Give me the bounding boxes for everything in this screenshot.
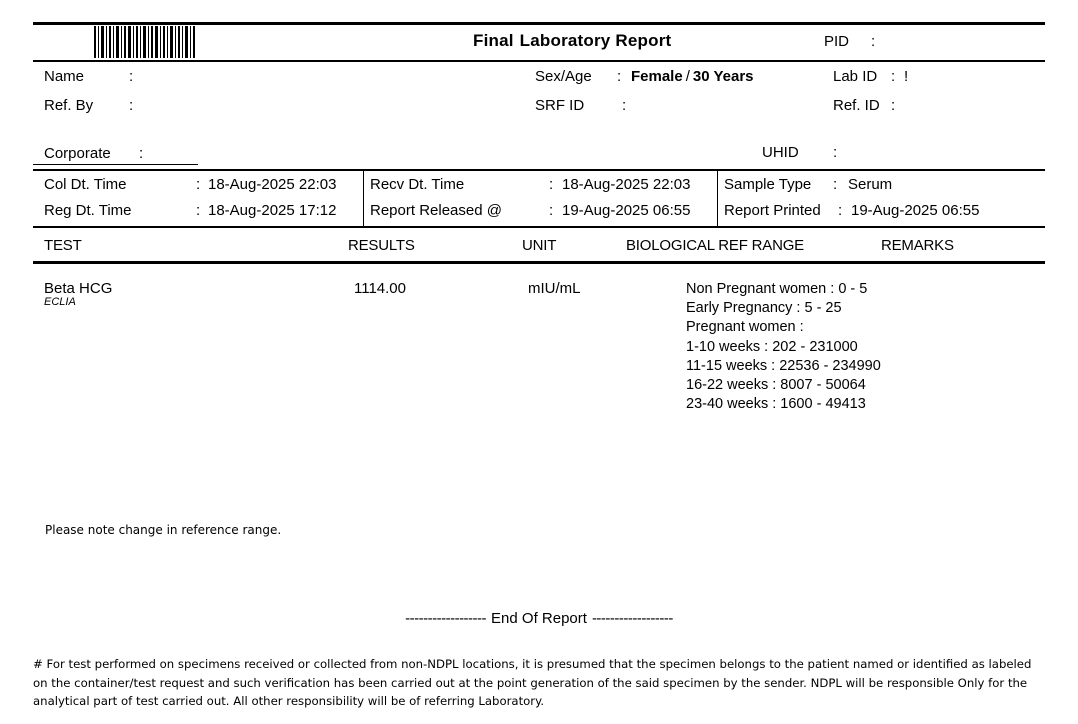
test-unit: mIU/mL bbox=[528, 280, 581, 297]
sexage-colon: : bbox=[617, 68, 622, 85]
ref-range-line: Non Pregnant women : 0 - 5 bbox=[686, 281, 868, 297]
test-name: Beta HCG bbox=[44, 280, 113, 297]
refid-label: Ref. ID bbox=[833, 97, 880, 114]
corporate-colon: : bbox=[139, 145, 144, 162]
ref-range-line: 11-15 weeks : 22536 - 234990 bbox=[686, 357, 881, 374]
colhead-unit: UNIT bbox=[522, 237, 557, 254]
sample-type-label: Sample Type bbox=[724, 176, 812, 193]
report-released-label: Report Released @ bbox=[370, 202, 502, 219]
test-reference-range bbox=[686, 280, 886, 414]
pid-colon: : bbox=[871, 33, 876, 50]
sex-value: Female bbox=[631, 68, 683, 85]
rule-above-datetime bbox=[33, 169, 1045, 171]
report-printed-label: Report Printed bbox=[724, 202, 821, 219]
test-result-value: 1114.00 bbox=[354, 280, 406, 297]
sexage-separator: / bbox=[685, 68, 690, 85]
end-of-report-dashes-right: ------------------ bbox=[591, 610, 673, 627]
refby-label: Ref. By bbox=[44, 97, 94, 114]
page-title bbox=[473, 31, 671, 51]
ref-range-line: 16-22 weeks : 8007 - 50064 bbox=[686, 377, 866, 394]
reg-dt-value: 18-Aug-2025 17:12 bbox=[208, 202, 337, 219]
rule-under-datetime bbox=[33, 226, 1045, 228]
footer-disclaimer: # For test performed on specimens received or collected from non-NDPL locations, it is presumed that the specimen belongs to the patient named or identified as labeled on the container/test request and such verification has been carried out at the point generation of the said specimen by the sender. NDPL will be responsible Only for the analytical part of test carried out. All other responsibility will be of referring Laboratory. bbox=[33, 657, 1032, 708]
age-value: 30 Years bbox=[692, 68, 754, 85]
datetime-divider-1 bbox=[363, 171, 364, 226]
end-of-report-dashes-left: ------------------ bbox=[405, 610, 487, 627]
recv-dt-value: 18-Aug-2025 22:03 bbox=[562, 176, 691, 193]
ref-range-line: Early Pregnancy : 5 - 25 bbox=[686, 300, 842, 317]
reg-dt-colon: : bbox=[196, 202, 201, 219]
sample-type-colon: : bbox=[833, 176, 838, 193]
end-of-report-text: End Of Report bbox=[491, 610, 587, 627]
report-printed-colon: : bbox=[838, 202, 843, 219]
colhead-results: RESULTS bbox=[348, 237, 415, 254]
reference-range-note: Please note change in reference range. bbox=[45, 523, 282, 537]
corporate-label: Corporate bbox=[44, 145, 111, 162]
labid-label: Lab ID bbox=[833, 68, 878, 85]
reg-dt-label: Reg Dt. Time bbox=[44, 202, 132, 219]
srfid-label: SRF ID bbox=[535, 97, 585, 114]
recv-dt-label: Recv Dt. Time bbox=[370, 176, 465, 193]
ref-range-line: 1-10 weeks : 202 - 231000 bbox=[686, 338, 858, 355]
report-released-colon: : bbox=[549, 202, 554, 219]
colhead-test: TEST bbox=[44, 237, 82, 254]
rule-under-colheads bbox=[33, 261, 1045, 264]
title-main: Laboratory Report bbox=[519, 31, 672, 50]
sample-type-value: Serum bbox=[848, 176, 893, 193]
title-prefix: Final bbox=[473, 31, 514, 50]
sexage-value bbox=[631, 68, 754, 85]
labid-colon: : bbox=[891, 68, 896, 85]
report-released-value: 19-Aug-2025 06:55 bbox=[562, 202, 691, 219]
test-method: ECLIA bbox=[44, 296, 76, 308]
sexage-label: Sex/Age bbox=[535, 68, 592, 85]
srfid-colon: : bbox=[622, 97, 627, 114]
colhead-remarks: REMARKS bbox=[881, 237, 954, 254]
uhid-colon: : bbox=[833, 144, 838, 161]
refid-colon: : bbox=[891, 97, 896, 114]
recv-dt-colon: : bbox=[549, 176, 554, 193]
name-colon: : bbox=[129, 68, 134, 85]
labid-value: ! bbox=[904, 68, 909, 85]
end-of-report bbox=[0, 610, 1078, 627]
report-printed-value: 19-Aug-2025 06:55 bbox=[851, 202, 980, 219]
name-label: Name bbox=[44, 68, 85, 85]
colhead-ref-range: BIOLOGICAL REF RANGE bbox=[626, 237, 804, 254]
barcode-image bbox=[93, 26, 197, 58]
col-dt-label: Col Dt. Time bbox=[44, 176, 127, 193]
pid-label: PID bbox=[824, 33, 850, 50]
ref-range-line: Pregnant women : bbox=[686, 319, 804, 336]
datetime-divider-2 bbox=[717, 171, 718, 226]
col-dt-colon: : bbox=[196, 176, 201, 193]
col-dt-value: 18-Aug-2025 22:03 bbox=[208, 176, 337, 193]
report-header bbox=[33, 22, 1045, 62]
rule-under-corporate bbox=[33, 164, 198, 165]
ref-range-line: 23-40 weeks : 1600 - 49413 bbox=[686, 396, 866, 413]
refby-colon: : bbox=[129, 97, 134, 114]
uhid-label: UHID bbox=[762, 144, 799, 161]
